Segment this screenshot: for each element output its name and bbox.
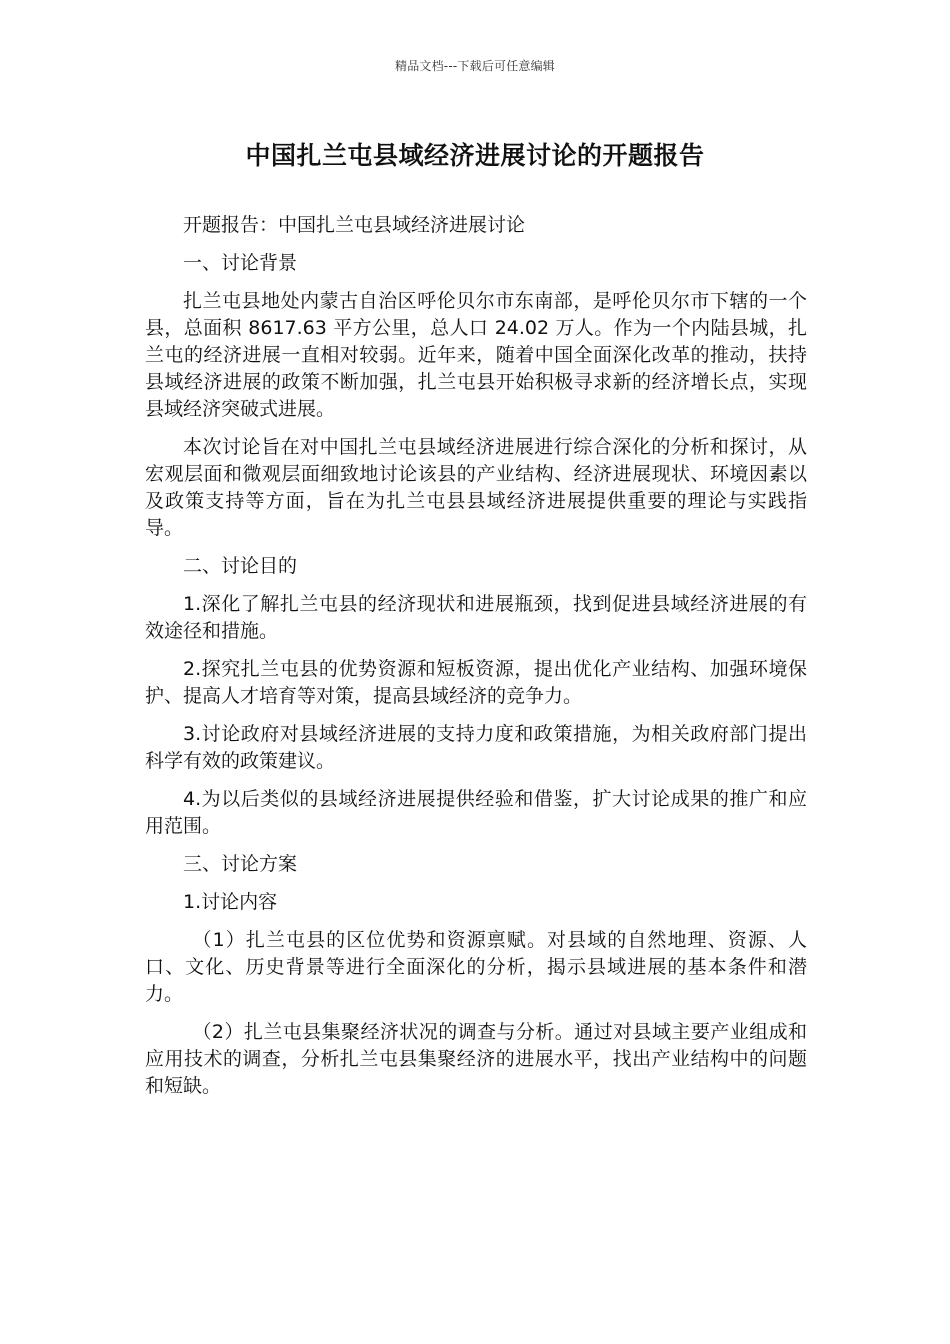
subheading-content: 1.讨论内容 bbox=[183, 891, 278, 913]
paragraph-content-1: （1）扎兰屯县的区位优势和资源禀赋。对县域的自然地理、资源、人口、文化、历史背景等进行全面深化的分析，揭示县域进展的基本条件和潜力。 bbox=[145, 929, 807, 1005]
paragraph-report-subject: 开题报告：中国扎兰屯县域经济进展讨论 bbox=[183, 214, 526, 236]
paragraph-content-2: （2）扎兰屯县集聚经济状况的调查与分析。通过对县域主要产业组成和应用技术的调查，分析扎兰屯县集聚经济的进展水平，找出产业结构中的问题和短缺。 bbox=[145, 1021, 807, 1097]
section-heading-background: 一、讨论背景 bbox=[183, 252, 298, 274]
document-title: 中国扎兰屯县域经济进展讨论的开题报告 bbox=[245, 141, 705, 170]
paragraph-background-1: 扎兰屯县地处内蒙古自治区呼伦贝尔市东南部，是呼伦贝尔市下辖的一个县，总面积 8617.63 平方公里，总人口 24.02 万人。作为一个内陆县城，扎兰屯的经济进展一直相对较弱。近年来，随着中国全面深化改革的推动，扶持县域经济进展的政策不断加强，扎兰屯县开始积极寻求新的经济增长点，实现县域经济突破式进展。 bbox=[145, 290, 807, 420]
section-heading-purpose: 二、讨论目的 bbox=[183, 555, 298, 577]
document-body bbox=[145, 212, 807, 1111]
paragraph-purpose-4: 4.为以后类似的县域经济进展提供经验和借鉴，扩大讨论成果的推广和应用范围。 bbox=[145, 788, 807, 837]
paragraph-purpose-1: 1.深化了解扎兰屯县的经济现状和进展瓶颈，找到促进县域经济进展的有效途径和措施。 bbox=[145, 593, 807, 642]
section-heading-plan: 三、讨论方案 bbox=[183, 853, 298, 875]
paragraph-purpose-2: 2.探究扎兰屯县的优势资源和短板资源，提出优化产业结构、加强环境保护、提高人才培育等对策，提高县域经济的竞争力。 bbox=[145, 658, 807, 707]
paragraph-background-2: 本次讨论旨在对中国扎兰屯县域经济进展进行综合深化的分析和探讨，从宏观层面和微观层面细致地讨论该县的产业结构、经济进展现状、环境因素以及政策支持等方面，旨在为扎兰屯县县域经济进展提供重要的理论与实践指导。 bbox=[145, 436, 807, 539]
header-note: 精品文档---下载后可任意编辑 bbox=[395, 59, 555, 73]
paragraph-purpose-3: 3.讨论政府对县域经济进展的支持力度和政策措施，为相关政府部门提出科学有效的政策建议。 bbox=[145, 723, 807, 772]
